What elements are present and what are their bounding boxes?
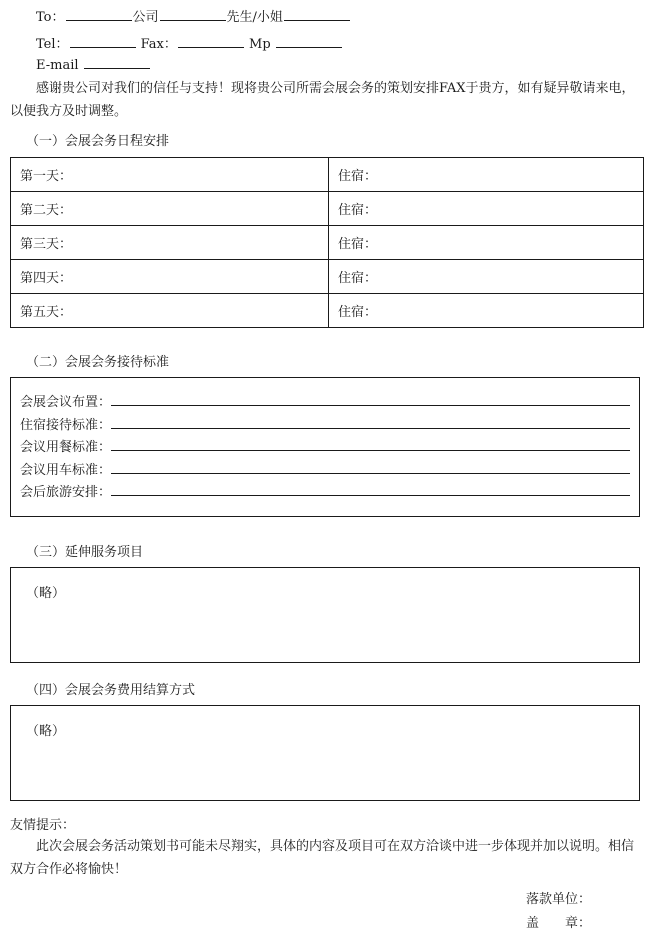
mp-label: Mp (249, 37, 271, 52)
mp-blank[interactable] (276, 35, 342, 48)
standard-item (20, 411, 630, 433)
standard-item-blank[interactable] (111, 405, 630, 406)
settlement-content: （略） (26, 724, 66, 739)
schedule-row (11, 158, 644, 192)
schedule-day-cell[interactable]: 第一天： (11, 158, 329, 192)
schedule-row (11, 260, 644, 294)
schedule-day-cell[interactable]: 第三天： (11, 226, 329, 260)
settlement-box (10, 705, 640, 801)
schedule-day-cell[interactable]: 第四天： (11, 260, 329, 294)
to-line (36, 6, 351, 25)
standard-item-blank[interactable] (111, 450, 630, 451)
intro-paragraph: 感谢贵公司对我们的信任与支持！现将贵公司所需会展会务的策划安排FAX于贵方，如有疑异敬请来电，以便我方及时调整。 (10, 81, 635, 119)
fax-label: Fax： (140, 37, 177, 52)
section1-title: （一）会展会务日程安排 (26, 134, 170, 149)
signature-unit-label: 落款单位： (526, 892, 592, 907)
schedule-lodging-cell[interactable]: 住宿： (329, 158, 644, 192)
standard-item-label: 住宿接待标准： (20, 417, 112, 433)
standard-item-blank[interactable] (111, 473, 630, 474)
section4-title: （四）会展会务费用结算方式 (26, 683, 196, 698)
email-blank[interactable] (84, 56, 150, 69)
tips-body: 此次会展会务活动策划书可能未尽翔实，具体的内容及项目可在双方洽谈中进一步体现并加以说明。相信双方合作必将愉快！ (10, 839, 635, 877)
tips-title: 友情提示： (10, 818, 76, 833)
schedule-lodging-cell[interactable]: 住宿： (329, 260, 644, 294)
schedule-row (11, 192, 644, 226)
standard-item (20, 478, 630, 500)
standard-item (20, 456, 630, 478)
schedule-day-cell[interactable]: 第五天： (11, 294, 329, 328)
schedule-lodging-cell[interactable]: 住宿： (329, 226, 644, 260)
extended-services-box (10, 567, 640, 663)
standard-item-label: 会后旅游安排： (20, 485, 112, 500)
schedule-row (11, 294, 644, 328)
signature-seal-label: 盖 章： (526, 916, 592, 931)
to-blank[interactable] (66, 8, 132, 21)
standard-item (20, 388, 630, 410)
section2-title: （二）会展会务接待标准 (26, 355, 170, 370)
name-blank[interactable] (284, 8, 350, 21)
standards-box (10, 377, 640, 517)
fax-blank[interactable] (178, 35, 244, 48)
standard-item (20, 433, 630, 455)
section3-title: （三）延伸服务项目 (26, 545, 144, 560)
tel-label: Tel： (36, 37, 69, 52)
standard-item-blank[interactable] (111, 428, 630, 429)
standard-item-label: 会议用餐标准： (20, 440, 112, 455)
email-label: E-mail (36, 58, 79, 73)
standard-item-label: 会展会议布置： (20, 395, 112, 410)
schedule-table (10, 157, 644, 328)
schedule-row (11, 226, 644, 260)
tel-blank[interactable] (70, 35, 136, 48)
mr-ms-label: 先生/小姐 (226, 10, 283, 25)
schedule-lodging-cell[interactable]: 住宿： (329, 192, 644, 226)
standard-item-label: 会议用车标准： (20, 462, 112, 478)
company-blank[interactable] (160, 8, 226, 21)
tel-line (36, 33, 343, 52)
schedule-lodging-cell[interactable]: 住宿： (329, 294, 644, 328)
email-line (36, 56, 151, 73)
to-label: To： (36, 10, 65, 25)
schedule-day-cell[interactable]: 第二天： (11, 192, 329, 226)
standard-item-blank[interactable] (111, 495, 630, 496)
extended-services-content: （略） (26, 586, 66, 601)
company-label: 公司 (132, 10, 159, 25)
